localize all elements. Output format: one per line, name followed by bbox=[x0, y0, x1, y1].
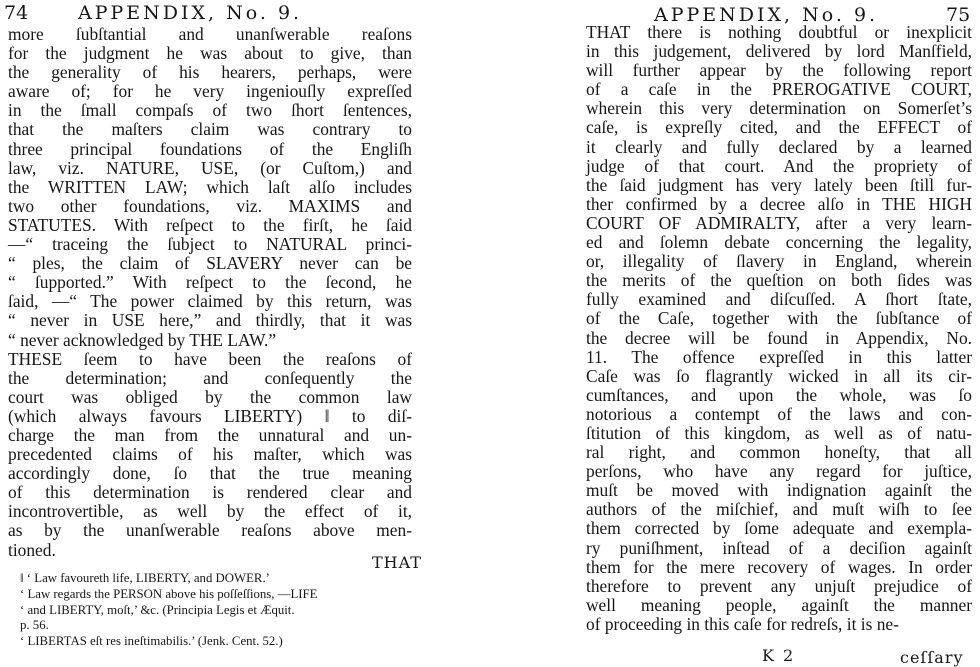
text-line: it clearly and fully declared by a learned bbox=[586, 136, 972, 157]
left-page bbox=[0, 0, 470, 666]
catchword: THAT bbox=[372, 553, 422, 572]
text-line: as by the unanſwerable reaſons above men- bbox=[8, 520, 412, 541]
text-line: authors of the miſchief, and muſt wiſh to ſee bbox=[586, 499, 972, 520]
body-text bbox=[8, 25, 412, 560]
text-line: STATUTES. With reſpect to the firſt, he ſaid bbox=[8, 214, 412, 235]
text-line: ry puniſhment, inſtead of a deciſion againſt bbox=[586, 537, 972, 558]
text-line: caſe, is expreſly cited, and the EFFECT of bbox=[586, 117, 972, 138]
signature-mark: K 2 bbox=[762, 646, 796, 665]
text-line: ſaid, —“ The power claimed by this return, was bbox=[8, 291, 412, 312]
right-page bbox=[572, 0, 980, 666]
text-line: judge of that court. And the propriety of bbox=[586, 155, 972, 176]
footnote-line: ‘ and LIBERTY, moſt,’ &c. (Principia Legis et Æquit. bbox=[20, 602, 295, 617]
text-line: incontrovertible, as well by the effect of it, bbox=[8, 501, 412, 522]
text-line: “ ſupported.” With reſpect to the ſecond, he bbox=[8, 272, 412, 293]
text-line: therefore to prevent any unjuſt prejudice of bbox=[586, 575, 972, 596]
running-header: APPENDIX, No. 9. bbox=[654, 4, 879, 26]
text-line: aware of; for he very ingeniouſly expreſſed bbox=[8, 81, 412, 102]
text-line: for the judgment he was about to give, than bbox=[8, 43, 412, 64]
text-line: of this determination is rendered clear and bbox=[8, 482, 412, 503]
footnote-line: ‘ Law regards the PERSON above his poſſeſſions, —LIFE bbox=[20, 586, 318, 601]
footnote-line: ‖ ‘ Law favoureth life, LIBERTY, and DOWER.’ bbox=[20, 571, 270, 585]
text-line: wherein this very determination on Somerſet’s bbox=[586, 98, 972, 119]
text-line: 11. The offence expreſſed in this latter bbox=[586, 346, 972, 367]
text-line: or, illegality of ſlavery in England, wherein bbox=[586, 251, 972, 272]
text-line: the generality of his hearers, perhaps, were bbox=[8, 62, 412, 83]
text-line: ed and ſolemn debate concerning the legality, bbox=[586, 232, 972, 253]
text-line: accordingly done, ſo that the true meaning bbox=[8, 463, 412, 484]
text-line: “ never in USE here,” and thirdly, that it was bbox=[8, 310, 412, 331]
text-line: perſons, who have any regard for juſtice, bbox=[586, 461, 972, 482]
text-line: that the maſters claim was contrary to bbox=[8, 119, 412, 140]
text-line: in the ſmall compaſs of two ſhort ſentences, bbox=[8, 100, 412, 121]
text-line: the decree will be found in Appendix, No. bbox=[586, 327, 972, 348]
text-line: well meaning people, againſt the manner bbox=[586, 594, 972, 615]
footnote-line: ‘ LIBERTAS eſt res ineſtimabilis.’ (Jenk. Cent. 52.) bbox=[20, 634, 283, 649]
page-number: 75 bbox=[946, 4, 971, 26]
text-line: precedented claims of his maſter, which was bbox=[8, 444, 412, 465]
page-number: 74 bbox=[4, 2, 29, 24]
text-line: COURT OF ADMIRALTY, after a very learn- bbox=[586, 212, 972, 233]
text-line: court was obliged by the common law bbox=[8, 386, 412, 407]
text-line: will further appear by the following report bbox=[586, 60, 972, 81]
text-line: the determination; and conſequently the bbox=[8, 367, 412, 388]
text-line: “ never acknowledged by THE LAW.” bbox=[8, 329, 277, 350]
text-line: tioned. bbox=[8, 539, 56, 560]
footnote-line: p. 56. bbox=[20, 618, 49, 633]
text-line: the ſaid judgment has very lately been ſtill fur- bbox=[586, 174, 972, 195]
catchword: ceſſary bbox=[900, 648, 964, 667]
text-line: them corrected by ſome adequate and exempla- bbox=[586, 518, 972, 539]
text-line: charge the man from the unnatural and un- bbox=[8, 424, 412, 445]
text-line: of proceeding in this caſe for redreſs, it is ne- bbox=[586, 613, 899, 634]
text-line: Caſe was ſo flagrantly wicked in all its cir- bbox=[586, 365, 972, 386]
text-line: more ſubſtantial and unanſwerable reaſons bbox=[8, 24, 412, 44]
text-line: fully examined and diſcuſſed. A ſhort ſtate, bbox=[586, 289, 972, 310]
footnotes bbox=[20, 571, 450, 650]
text-line: ther confirmed by a decree alſo in THE HIGH bbox=[586, 193, 972, 214]
text-line: of a caſe in the PREROGATIVE COURT, bbox=[586, 79, 972, 100]
text-line: cumſtances, and upon the whole, was ſo bbox=[586, 384, 972, 405]
text-line: THESE ſeem to have been the reaſons of bbox=[8, 348, 412, 369]
text-line: —“ traceing the ſubject to NATURAL princi- bbox=[8, 234, 412, 255]
text-line: of the Caſe, together with the ſubſtance of bbox=[586, 308, 972, 329]
text-line: ſtitution of this kingdom, as well as of natu- bbox=[586, 422, 972, 443]
text-line: “ ples, the claim of SLAVERY never can be bbox=[8, 253, 412, 274]
text-line: three principal foundations of the Engliſh bbox=[8, 138, 412, 159]
text-line: them for the mere recovery of wages. In order bbox=[586, 556, 972, 577]
text-line: (which always favours LIBERTY) ‖ to diſ- bbox=[8, 405, 412, 426]
text-line: notorious a contempt of the laws and con- bbox=[586, 403, 972, 424]
body-text bbox=[586, 23, 972, 634]
running-header: APPENDIX, No. 9. bbox=[78, 2, 303, 24]
text-line: muſt be moved with indignation againſt the bbox=[586, 480, 972, 501]
text-line: ral right, and common honeſty, that all bbox=[586, 442, 972, 463]
text-line: two other foundations, viz. MAXIMS and bbox=[8, 195, 412, 216]
text-line: the merits of the queſtion on both ſides was bbox=[586, 270, 972, 291]
text-line: the WRITTEN LAW; which laſt alſo includes bbox=[8, 176, 412, 197]
text-line: in this judgement, delivered by lord Manſfield, bbox=[586, 41, 972, 62]
text-line: THAT there is nothing doubtful or inexplicit bbox=[586, 22, 972, 42]
text-line: law, viz. NATURE, USE, (or Cuſtom,) and bbox=[8, 157, 412, 178]
